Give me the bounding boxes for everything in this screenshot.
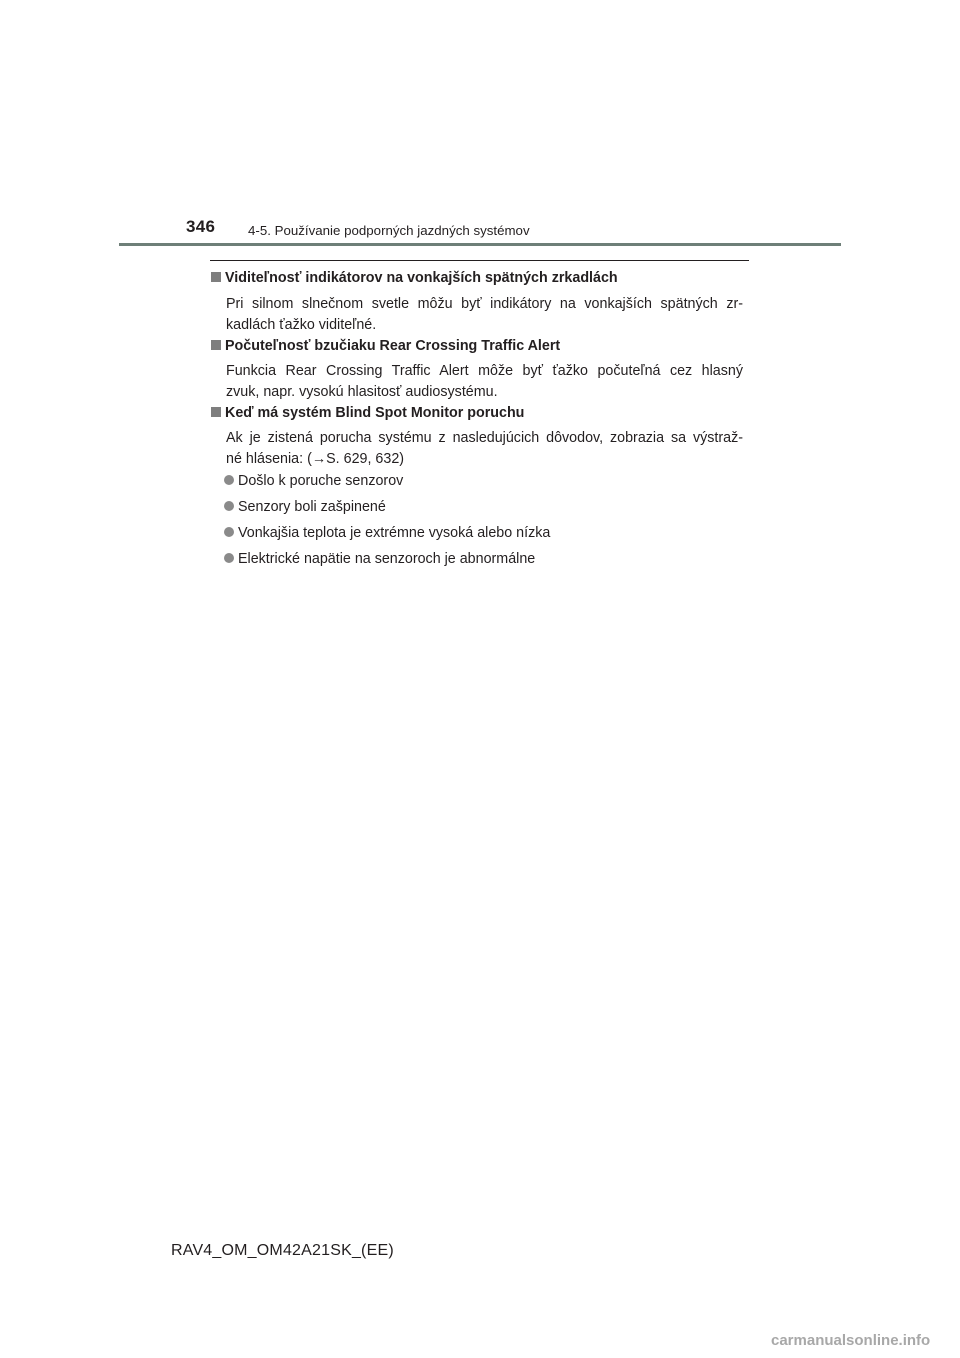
section-body-buzzer-audibility xyxy=(226,361,743,403)
page-number: 346 xyxy=(186,217,216,236)
body-line: né hlásenia: (→S. 629, 632) xyxy=(226,451,405,467)
list-item: Senzory boli zašpinené xyxy=(224,499,744,515)
body-line: zvuk, napr. vysokú hlasitosť audiosystému. xyxy=(226,384,498,400)
section-body-mirror-visibility xyxy=(226,294,743,336)
document-id: RAV4_OM_OM42A21SK_(EE) xyxy=(171,1242,394,1259)
section-heading-buzzer-audibility: Počuteľnosť bzučiaku Rear Crossing Traffic Alert xyxy=(211,338,751,354)
list-item: Došlo k poruche senzorov xyxy=(224,473,744,489)
content-divider xyxy=(210,260,749,261)
section-heading-bsm-malfunction: Keď má systém Blind Spot Monitor poruchu xyxy=(211,405,751,421)
section-body-bsm-malfunction xyxy=(226,428,743,470)
body-line: Pri silnom slnečnom svetle môžu byť indikátory na vonkajších spätných zr- xyxy=(226,296,743,312)
header-divider xyxy=(119,243,841,246)
watermark: carmanualsonline.info xyxy=(771,1332,931,1349)
list-item: Vonkajšia teplota je extrémne vysoká alebo nízka xyxy=(224,525,744,541)
square-bullet-icon xyxy=(211,272,221,282)
section-title: 4-5. Používanie podporných jazdných systémov xyxy=(248,223,530,238)
square-bullet-icon xyxy=(211,340,221,350)
square-bullet-icon xyxy=(211,407,221,417)
body-line: kadlách ťažko viditeľné. xyxy=(226,317,377,333)
section-heading-mirror-visibility: Viditeľnosť indikátorov na vonkajších spätných zrkadlách xyxy=(211,270,751,286)
body-line: Ak je zistená porucha systému z nasledujúcich dôvodov, zobrazia sa výstraž- xyxy=(226,430,743,446)
body-line: Funkcia Rear Crossing Traffic Alert môže byť ťažko počuteľná cez hlasný xyxy=(226,363,743,379)
round-bullet-icon xyxy=(224,475,234,485)
round-bullet-icon xyxy=(224,527,234,537)
round-bullet-icon xyxy=(224,553,234,563)
round-bullet-icon xyxy=(224,501,234,511)
list-item: Elektrické napätie na senzoroch je abnormálne xyxy=(224,551,744,567)
